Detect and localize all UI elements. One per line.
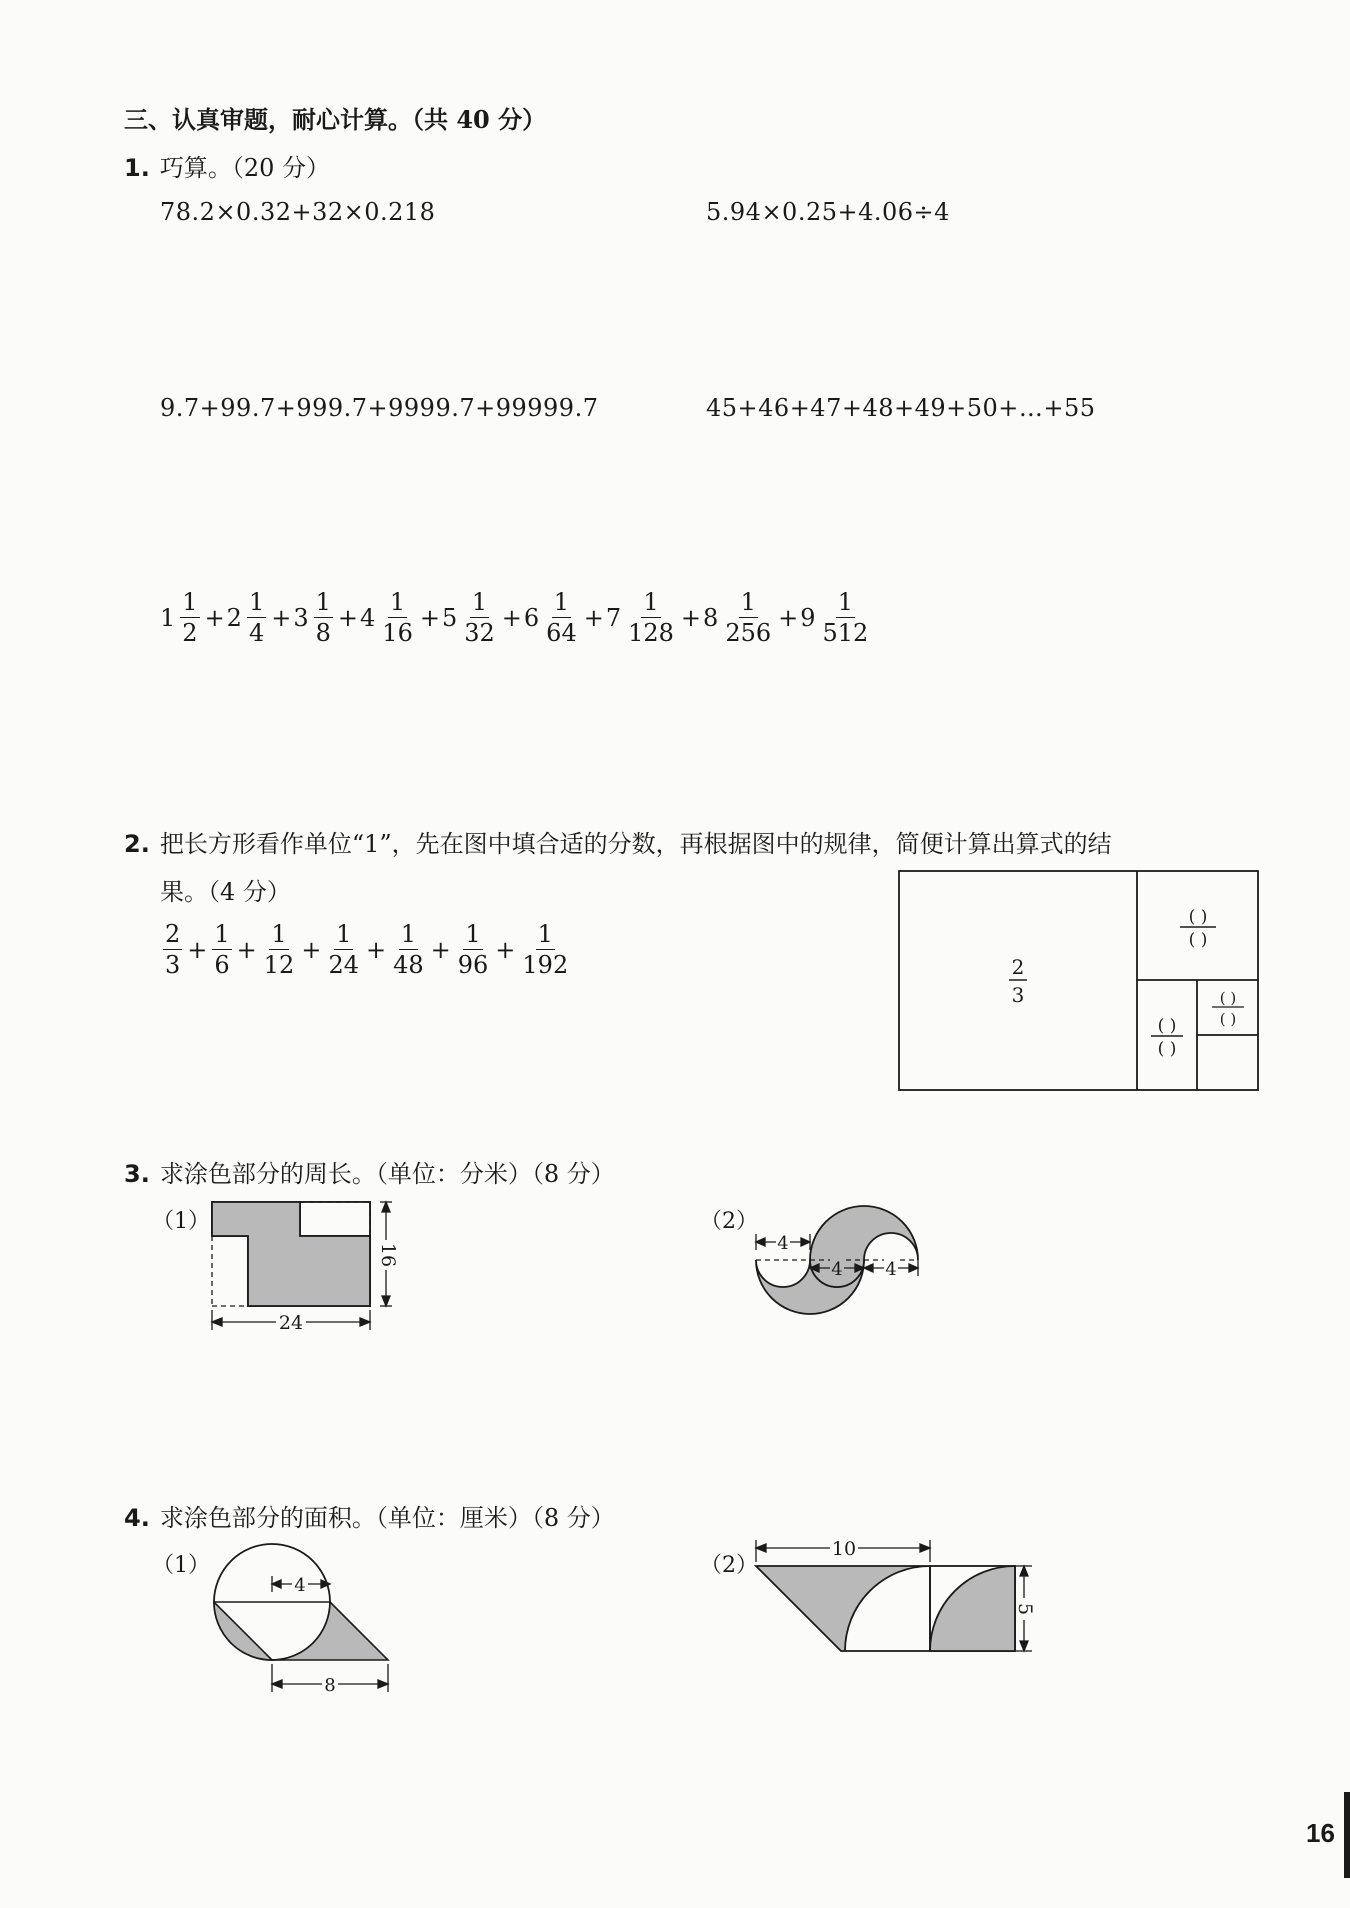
q2-title-line1: 把长方形看作单位“1”，先在图中填合适的分数，再根据图中的规律，简便计算出算式的结: [159, 830, 1112, 858]
q3-number: 3.: [124, 1160, 150, 1188]
plus-sign: +: [271, 603, 292, 632]
q1-title: [124, 148, 330, 183]
q4-figure-2: [752, 1536, 1052, 1666]
plus-sign: +: [501, 603, 522, 632]
q4-label-2: （2）: [700, 1553, 758, 1578]
q4-title: [124, 1498, 615, 1533]
plus-sign: +: [495, 935, 516, 964]
dimension-width: 24: [278, 1312, 304, 1334]
dimension-side: 5: [1014, 1602, 1036, 1616]
page-edge-bar: [1344, 1792, 1350, 1878]
plus-sign: +: [236, 935, 257, 964]
plus-sign: +: [204, 603, 225, 632]
mixed-fraction: $\frac{1}{4}$: [248, 588, 265, 647]
mixed-whole: 7: [605, 603, 622, 632]
mixed-whole: 6: [523, 603, 540, 632]
plus-sign: +: [778, 603, 799, 632]
plus-sign: +: [419, 603, 440, 632]
mixed-whole: 2: [226, 603, 242, 632]
plus-sign: +: [301, 935, 322, 964]
dimension-right: 4: [885, 1259, 897, 1280]
section-title: 三、认真审题，耐心计算。（共 40 分）: [124, 105, 547, 134]
q4-title-text: 求涂色部分的面积。（单位：厘米）（8 分）: [159, 1504, 615, 1532]
q3-title-text: 求涂色部分的周长。（单位：分米）（8 分）: [159, 1160, 615, 1188]
dimension-base: 8: [324, 1675, 336, 1696]
q2-title-line2: 果。（4 分）: [160, 878, 291, 906]
q2-title: [124, 824, 1112, 859]
q1-expression-d: 45+46+47+48+49+50+…+55: [706, 394, 1096, 422]
q1-number: 1.: [124, 154, 150, 182]
diagram-blank-denominator: ( ): [1219, 1010, 1237, 1028]
q1-expression-b: 5.94×0.25+4.06÷4: [706, 198, 950, 226]
dimension-radius: 4: [294, 1575, 306, 1596]
mixed-whole: 3: [293, 603, 309, 632]
q1-mixed-fraction-expression: [160, 590, 873, 645]
page-number: 16: [1306, 1818, 1335, 1848]
mixed-fraction: $\frac{1}{16}$: [382, 588, 413, 647]
mixed-fraction: $\frac{1}{512}$: [822, 588, 869, 647]
dimension-middle: 4: [831, 1259, 843, 1280]
diagram-blank-numerator: ( ): [1188, 907, 1208, 927]
q3-title: [124, 1154, 615, 1189]
fraction: $\frac{1}{96}$: [457, 920, 489, 979]
q1-expression-a: 78.2×0.32+32×0.218: [160, 198, 436, 226]
fraction: $\frac{2}{3}$: [165, 920, 181, 979]
fraction: $\frac{1}{48}$: [393, 920, 424, 979]
diagram-blank-denominator: ( ): [1188, 930, 1208, 950]
mixed-fraction: $\frac{1}{32}$: [464, 588, 495, 647]
dimension-left: 4: [777, 1233, 789, 1254]
q1-title-text: 巧算。（20 分）: [159, 154, 330, 182]
diagram-blank-numerator: ( ): [1219, 989, 1237, 1007]
q2-fraction-expression: [160, 922, 573, 977]
mixed-whole: 1: [160, 603, 176, 632]
mixed-fraction: $\frac{1}{8}$: [315, 588, 331, 647]
shaded-left-region: [756, 1566, 930, 1651]
fraction: $\frac{1}{6}$: [214, 920, 230, 979]
q4-figure-1: [204, 1538, 404, 1698]
mixed-fraction: $\frac{1}{128}$: [628, 588, 674, 647]
diagram-blank-numerator: ( ): [1157, 1016, 1177, 1036]
plus-sign: +: [187, 935, 208, 964]
mixed-whole: 9: [800, 603, 816, 632]
q3-label-2: （2）: [700, 1209, 758, 1234]
q3-figure-2: [752, 1198, 938, 1326]
mixed-fraction: $\frac{1}{256}$: [725, 588, 772, 647]
dimension-top: 10: [831, 1538, 857, 1560]
q4-label-1: （1）: [152, 1553, 210, 1578]
mixed-whole: 5: [441, 603, 458, 632]
q2-number: 2.: [124, 830, 150, 858]
fraction: $\frac{1}{12}$: [263, 920, 295, 979]
mixed-whole: 8: [703, 603, 719, 632]
diagram-big-numerator: 2: [1011, 955, 1025, 979]
plus-sign: +: [430, 935, 451, 964]
mixed-whole: 4: [360, 603, 376, 632]
diagram-blank-denominator: ( ): [1157, 1039, 1177, 1059]
plus-sign: +: [365, 935, 387, 964]
mixed-fraction: $\frac{1}{2}$: [182, 588, 198, 647]
shaded-right-region: [272, 1602, 388, 1660]
shaded-upper-crescent: [810, 1206, 918, 1287]
q2-rectangle-diagram: [898, 870, 1260, 1096]
shaded-left-segment: [214, 1602, 272, 1660]
q4-number: 4.: [124, 1504, 150, 1532]
q1-expression-c: 9.7+99.7+999.7+9999.7+99999.7: [160, 394, 599, 422]
plus-sign: +: [680, 603, 702, 632]
fraction: $\frac{1}{24}$: [328, 920, 359, 979]
diagram-big-denominator: 3: [1011, 983, 1025, 1007]
plus-sign: +: [583, 603, 604, 632]
mixed-fraction: $\frac{1}{64}$: [546, 588, 577, 647]
dimension-height: 16: [377, 1242, 399, 1268]
fraction: $\frac{1}{192}$: [522, 920, 569, 979]
q3-label-1: （1）: [152, 1209, 210, 1234]
q3-figure-1: [200, 1192, 410, 1336]
plus-sign: +: [337, 603, 359, 632]
